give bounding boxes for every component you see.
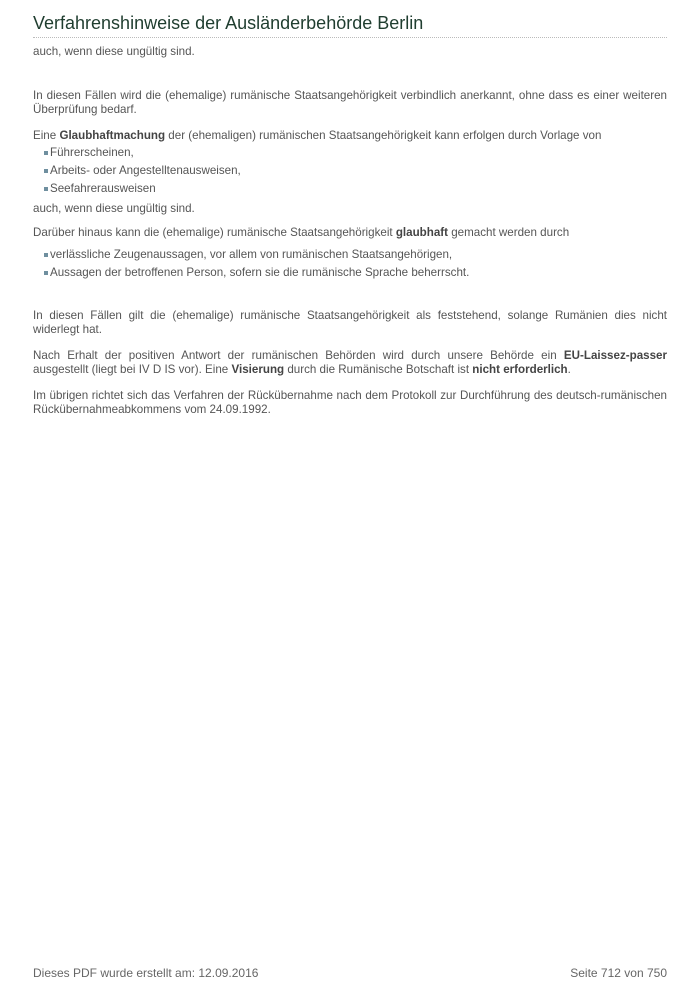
paragraph-laissez-passer	[33, 349, 667, 377]
footer-created-date: Dieses PDF wurde erstellt am: 12.09.2016	[33, 966, 259, 980]
paragraph-readmission-protocol: Im übrigen richtet sich das Verfahren der Rückübernahme nach dem Protokoll zur Durchführung des deutsch-rumänischen Rückübernahmeabkommens vom 24.09.1992.	[33, 389, 667, 416]
paragraph-credibility-post: der (ehemaligen) rumänischen Staatsangehörigkeit kann erfolgen durch Vorlage von	[165, 129, 602, 142]
paragraph-credibility	[33, 129, 667, 143]
list-item	[33, 144, 667, 162]
list-item-text: Seefahrerausweisen	[50, 182, 156, 195]
footer-page-number: Seite 712 von 750	[570, 966, 667, 980]
square-bullet-icon	[44, 187, 48, 191]
paragraph-laissez-bold-1: EU-Laissez-passer	[563, 349, 667, 362]
paragraph-additional-credibility	[33, 226, 667, 240]
paragraph-additional-post: gemacht werden durch	[448, 226, 570, 239]
square-bullet-icon	[44, 151, 48, 155]
list-item	[33, 246, 667, 264]
paragraph-laissez-text-1: Nach Erhalt der positiven Antwort der rumänischen Behörden wird durch unsere Behörde ein	[33, 349, 564, 362]
page-title: Verfahrenshinweise der Ausländerbehörde Berlin	[33, 13, 424, 33]
list-item	[33, 264, 667, 282]
list-item	[33, 180, 667, 198]
paragraph-validity-note-2: auch, wenn diese ungültig sind.	[33, 202, 195, 215]
paragraph-validity-note-1: auch, wenn diese ungültig sind.	[33, 45, 195, 58]
paragraph-laissez-text-3: durch die Rumänische Botschaft ist	[284, 363, 473, 376]
paragraph-laissez-bold-3: nicht erforderlich	[472, 363, 568, 376]
paragraph-laissez-text-2: ausgestellt (liegt bei IV D IS vor). Eine	[33, 363, 232, 376]
list-item-text: Arbeits- oder Angestelltenausweisen,	[50, 164, 241, 177]
paragraph-additional-pre: Darüber hinaus kann die (ehemalige) rumänische Staatsangehörigkeit	[33, 226, 396, 239]
paragraph-laissez-text-4: .	[567, 363, 571, 376]
paragraph-credibility-pre: Eine	[33, 129, 60, 142]
paragraph-credibility-bold: Glaubhaftmachung	[59, 129, 166, 142]
document-body	[33, 45, 667, 417]
square-bullet-icon	[44, 169, 48, 173]
square-bullet-icon	[44, 271, 48, 275]
paragraph-additional-bold: glaubhaft	[395, 226, 449, 239]
document-list-2	[33, 246, 667, 282]
paragraph-established-citizenship: In diesen Fällen gilt die (ehemalige) rumänische Staatsangehörigkeit als feststehend, solange Rumänien dies nicht widerlegt hat.	[33, 309, 667, 336]
paragraph-laissez-bold-2: Visierung	[231, 363, 285, 376]
square-bullet-icon	[44, 253, 48, 257]
paragraph-binding-recognition: In diesen Fällen wird die (ehemalige) rumänische Staatsangehörigkeit verbindlich anerkannt, ohne dass es einer weiteren Überprüfung bedarf.	[33, 89, 667, 116]
list-item	[33, 162, 667, 180]
list-item-text: Führerscheinen,	[50, 146, 134, 159]
page-header	[33, 11, 667, 38]
list-item-text: verlässliche Zeugenaussagen, vor allem von rumänischen Staatsangehörigen,	[50, 248, 453, 261]
list-item-text: Aussagen der betroffenen Person, sofern sie die rumänische Sprache beherrscht.	[50, 266, 470, 279]
document-list-1	[33, 144, 667, 198]
